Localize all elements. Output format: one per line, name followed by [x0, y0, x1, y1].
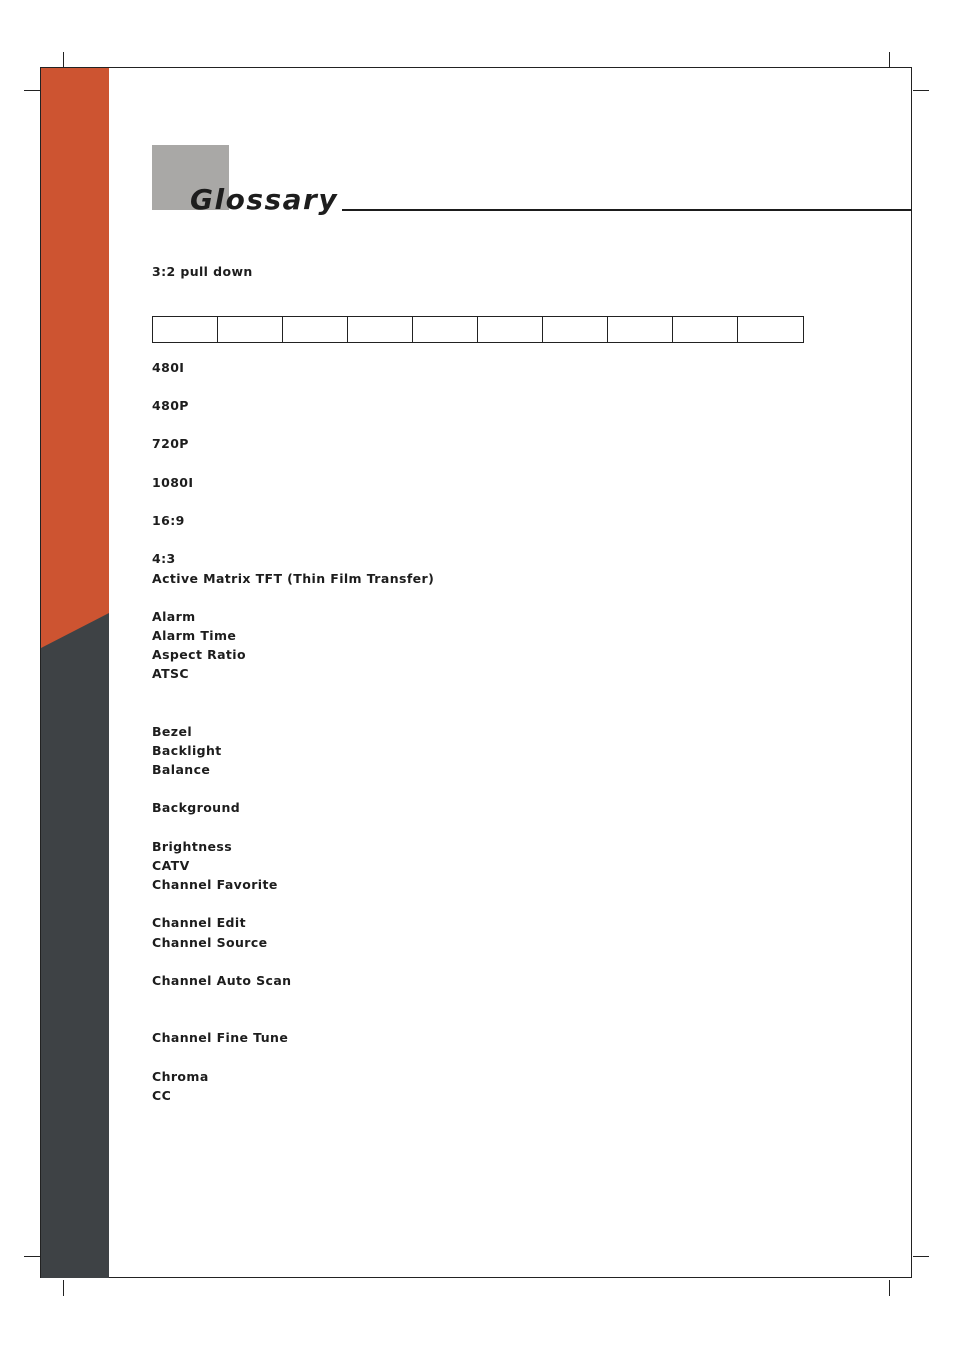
glossary-term: Channel Favorite [152, 877, 278, 892]
frame-cell [673, 317, 738, 342]
glossary-term: CATV [152, 858, 190, 873]
page-title: Glossary [190, 183, 339, 216]
frame-cell [283, 317, 348, 342]
glossary-term: CC [152, 1088, 172, 1103]
crop-mark [889, 52, 890, 68]
glossary-term: 4:3 [152, 551, 176, 566]
crop-mark [24, 90, 40, 91]
frame-cell [348, 317, 413, 342]
glossary-term: Active Matrix TFT (Thin Film Transfer) [152, 571, 435, 586]
frame-cell [413, 317, 478, 342]
pulldown-frame-strip [152, 316, 804, 343]
glossary-term: 16:9 [152, 513, 185, 528]
glossary-term: Chroma [152, 1069, 209, 1084]
frame-cell [218, 317, 283, 342]
glossary-term: Brightness [152, 839, 233, 854]
glossary-term: Bezel [152, 724, 193, 739]
glossary-term: 720P [152, 436, 189, 451]
glossary-term: Balance [152, 762, 211, 777]
glossary-term: 480P [152, 398, 189, 413]
glossary-term: 480I [152, 360, 185, 375]
glossary-term: Channel Fine Tune [152, 1030, 289, 1045]
sidebar-band-accent [41, 68, 109, 648]
glossary-term: Channel Source [152, 935, 268, 950]
glossary-term: Alarm [152, 609, 196, 624]
glossary-term: ATSC [152, 666, 190, 681]
crop-mark [913, 90, 929, 91]
glossary-term: Background [152, 800, 241, 815]
glossary-term: Alarm Time [152, 628, 237, 643]
glossary-term: 3:2 pull down [152, 264, 253, 279]
crop-mark [889, 1280, 890, 1296]
glossary-term: 1080I [152, 475, 194, 490]
glossary-term: Backlight [152, 743, 222, 758]
crop-mark [913, 1256, 929, 1257]
frame-cell [608, 317, 673, 342]
glossary-term: Aspect Ratio [152, 647, 246, 662]
crop-mark [24, 1256, 40, 1257]
frame-cell [738, 317, 803, 342]
title-rule [342, 209, 912, 211]
crop-mark [63, 1280, 64, 1296]
frame-cell [153, 317, 218, 342]
crop-mark [63, 52, 64, 68]
glossary-term: Channel Auto Scan [152, 973, 292, 988]
glossary-term: Channel Edit [152, 915, 246, 930]
frame-cell [543, 317, 608, 342]
frame-cell [478, 317, 543, 342]
